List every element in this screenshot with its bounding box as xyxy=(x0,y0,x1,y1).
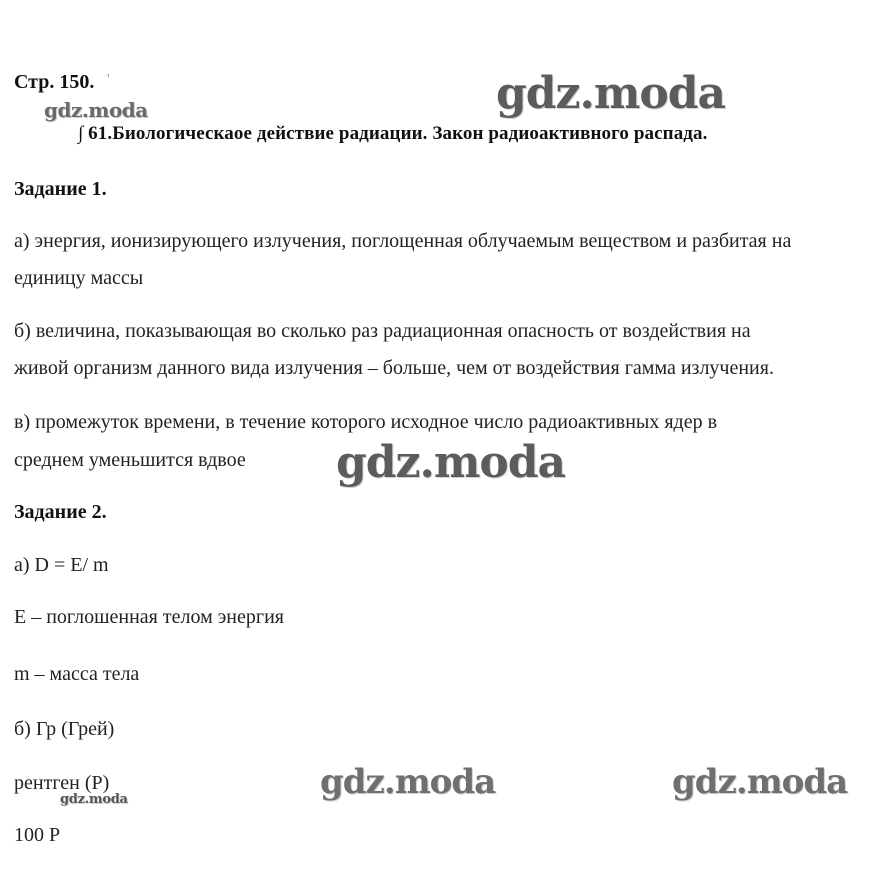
task1-answer-c-line2: среднем уменьшится вдвое xyxy=(14,449,246,471)
task2-formula: а) D = E/ m xyxy=(14,554,109,576)
watermark-large-middle: gdz.moda xyxy=(336,437,566,488)
task2-value: 100 Р xyxy=(14,824,61,846)
task1-answer-c-line1: в) промежуток времени, в течение которого исходное число радиоактивных ядер в xyxy=(14,411,718,433)
task1-answer-a-line2: единицу массы xyxy=(14,267,144,289)
task1-title: Задание 1. xyxy=(14,178,107,200)
page-label: Стр. 150. xyxy=(14,71,95,93)
task1-answer-b-line2: живой организм данного вида излучения – больше, чем от воздействия гамма излучения. xyxy=(14,357,774,379)
task2-unit-gray: б) Гр (Грей) xyxy=(14,718,115,740)
task1-answer-a-line1: а) энергия, ионизирующего излучения, поглощенная облучаемым веществом и разбитая на xyxy=(14,230,792,252)
task2-energy-definition: E – поглошенная телом энергия xyxy=(14,606,284,628)
task2-unit-roentgen: рентген (Р) xyxy=(14,772,110,794)
task1-answer-b-line1: б) величина, показывающая во сколько раз радиационная опасность от воздействия на xyxy=(14,320,751,342)
section-title: ∫ 61.Биологическаое действие радиации. Закон радиоактивного распада. xyxy=(78,123,708,144)
page-label-tick: ' xyxy=(107,72,110,87)
task2-title: Задание 2. xyxy=(14,501,107,523)
watermark-bottom-center: gdz.moda xyxy=(320,762,496,802)
task2-mass-definition: m – масса тела xyxy=(14,663,140,685)
watermark-large-top: gdz.moda xyxy=(496,68,726,119)
watermark-bottom-right: gdz.moda xyxy=(672,762,848,802)
watermark-tiny-bottom: gdz.moda xyxy=(60,792,128,807)
watermark-small-top: gdz.moda xyxy=(44,98,148,122)
